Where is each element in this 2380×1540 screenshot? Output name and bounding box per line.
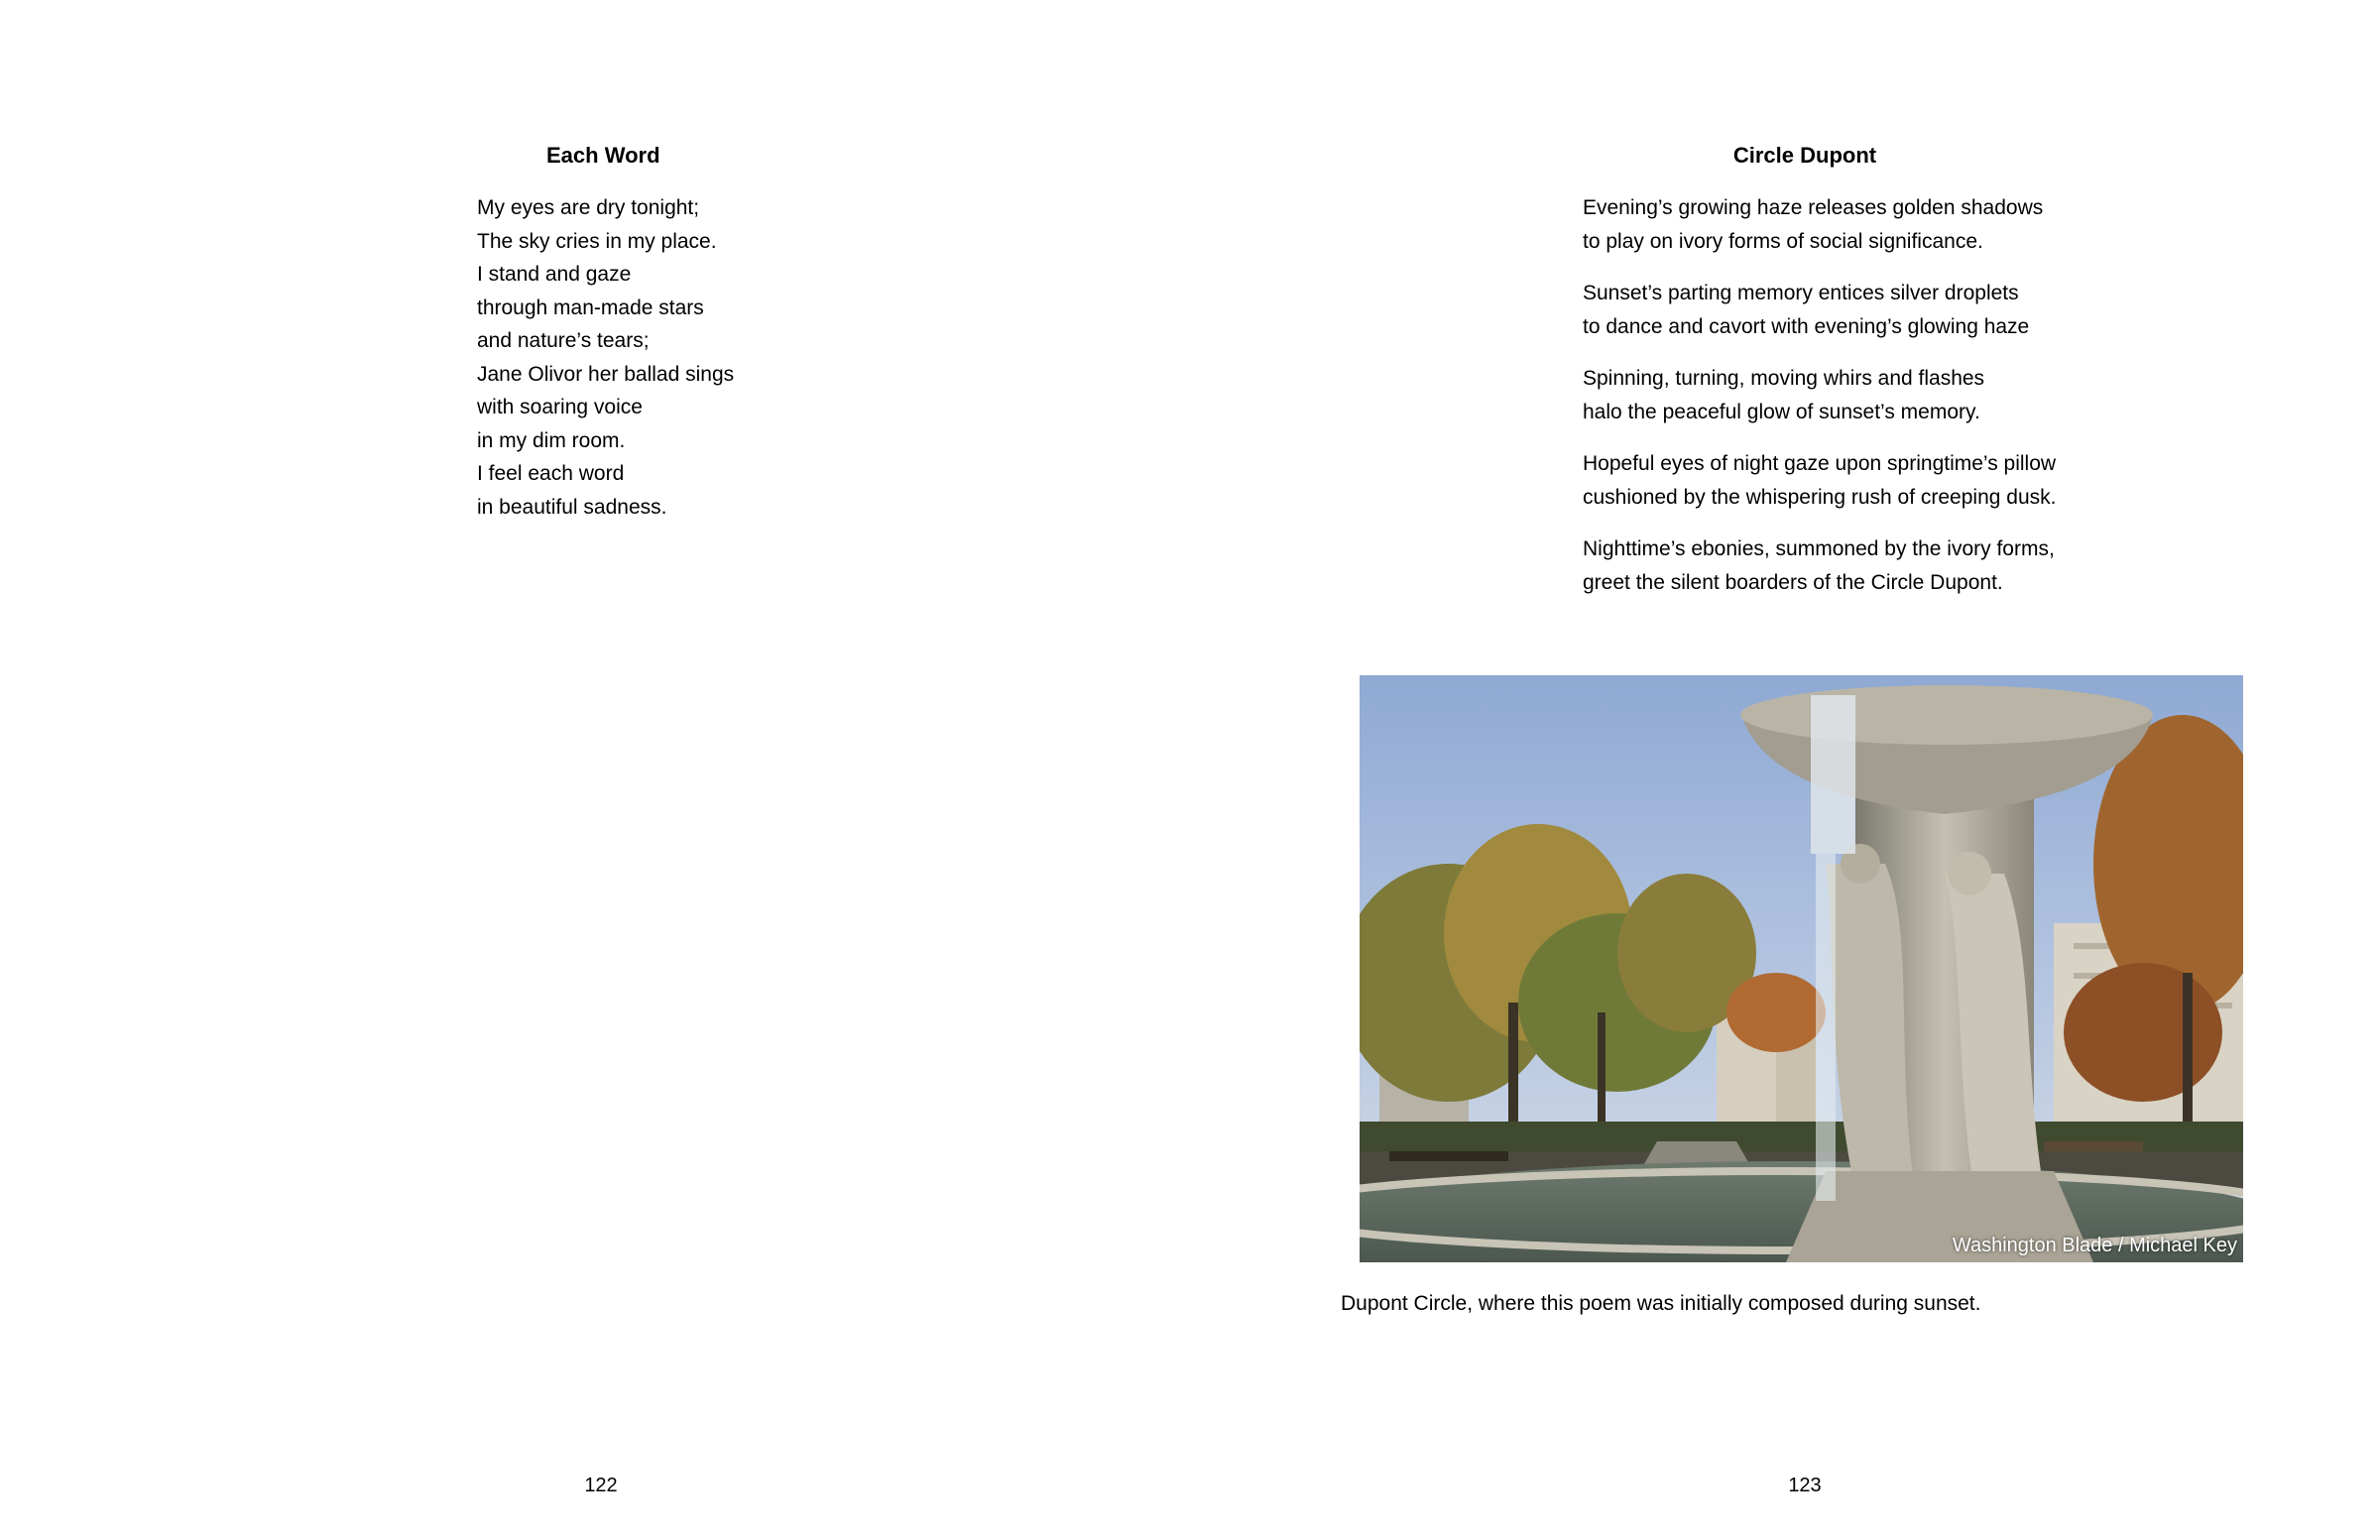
poem-circle-dupont — [1583, 191, 2056, 618]
poem-each-word — [477, 191, 734, 524]
poem-line: My eyes are dry tonight; — [477, 196, 700, 219]
stanza — [1583, 447, 2056, 515]
poem-line: in my dim room. — [477, 428, 626, 452]
poem-line: Evening’s growing haze releases golden shadows — [1583, 196, 2044, 219]
poem-line: Spinning, turning, moving whirs and flashes — [1583, 367, 1985, 390]
poem-line: with soaring voice — [477, 396, 643, 418]
poem-line: I stand and gaze — [477, 263, 632, 286]
poem-line: to play on ivory forms of social significance. — [1583, 230, 1983, 253]
stanza — [1583, 362, 2056, 429]
page-number-left: 122 — [584, 1475, 618, 1496]
poem-line: cushioned by the whispering rush of creeping dusk. — [1583, 486, 2057, 509]
poem-line: The sky cries in my place. — [477, 229, 717, 253]
stanza — [1583, 533, 2056, 600]
poem-line: through man-made stars — [477, 296, 704, 319]
poem-line: I feel each word — [477, 462, 625, 485]
page-number-right: 123 — [1788, 1475, 1822, 1496]
poem-line: to dance and cavort with evening’s glowing haze — [1583, 315, 2030, 338]
poem-line: Nighttime’s ebonies, summoned by the ivory forms, — [1583, 537, 2055, 560]
poem-line: in beautiful sadness. — [477, 495, 667, 519]
poem-line: Hopeful eyes of night gaze upon springtime’s pillow — [1583, 452, 2057, 475]
dupont-circle-photo — [1360, 675, 2243, 1262]
photo-credit: Washington Blade / Michael Key — [1952, 1235, 2237, 1256]
poem-line: Jane Olivor her ballad sings — [477, 362, 735, 386]
stanza — [1583, 277, 2056, 344]
poem-line: greet the silent boarders of the Circle Dupont. — [1583, 571, 2003, 594]
poem-line: Sunset’s parting memory entices silver droplets — [1583, 282, 2019, 304]
stanza — [1583, 191, 2056, 259]
poem-line: and nature’s tears; — [477, 329, 650, 352]
poem-line: halo the peaceful glow of sunset’s memory. — [1583, 401, 1980, 423]
poem-title-circle-dupont: Circle Dupont — [1732, 143, 1877, 168]
photo-caption: Dupont Circle, where this poem was initially composed during sunset. — [1341, 1292, 1981, 1315]
poem-title-each-word: Each Word — [546, 143, 660, 168]
